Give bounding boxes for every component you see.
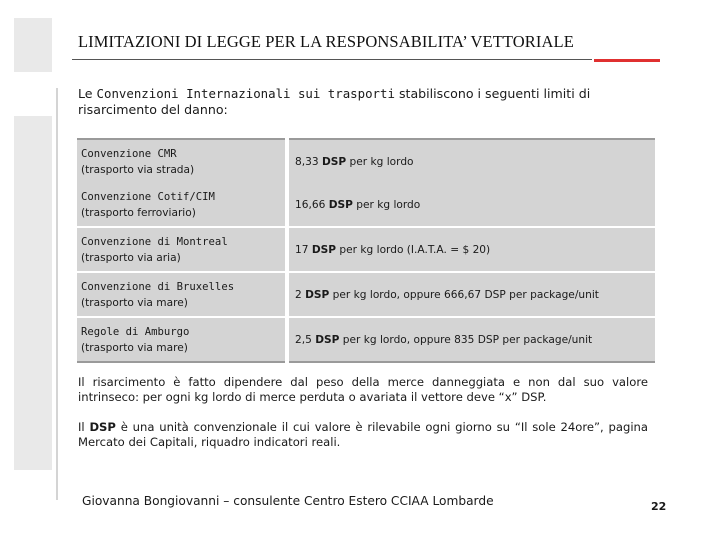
intro-suffix: stabiliscono i seguenti limiti di risarcimento del danno:	[78, 86, 591, 117]
convention-transport: (trasporto via aria)	[81, 252, 181, 264]
convention-name: Regole di Amburgo	[81, 326, 190, 338]
dsp-emphasis: DSP	[89, 420, 116, 434]
sidebar-decor-bottom	[14, 116, 52, 470]
paragraph-compensation: Il risarcimento è fatto dipendere dal peso della merce danneggiata e non dal suo valore intrinseco: per ogni kg lordo di merce perduta o avariata il vettore deve “x” DSP.	[78, 375, 648, 404]
title-underline	[72, 59, 592, 60]
limit-value: 17 DSP per kg lordo (I.A.T.A. = $ 20)	[295, 244, 491, 256]
limit-value: 8,33 DSP per kg lordo	[295, 156, 414, 168]
table-row	[77, 318, 655, 363]
limit-cell	[289, 138, 655, 183]
limit-cell	[289, 273, 655, 316]
slide-title: LIMITAZIONI DI LEGGE PER LA RESPONSABILITA’ VETTORIALE	[78, 32, 574, 51]
limit-cell	[289, 318, 655, 363]
intro-emphasis: Convenzioni Internazionali sui trasporti	[96, 86, 395, 101]
sidebar-decor-top	[14, 18, 52, 72]
page-number: 22	[651, 500, 667, 513]
convention-name: Convenzione di Montreal	[81, 236, 228, 248]
convention-name: Convenzione di Bruxelles	[81, 281, 235, 293]
intro-text	[78, 86, 646, 118]
title-accent-bar	[594, 59, 660, 62]
intro-prefix: Le	[78, 86, 97, 101]
table-row	[77, 183, 655, 228]
limit-cell	[289, 183, 655, 226]
convention-cell	[77, 183, 285, 226]
limit-value: 2 DSP per kg lordo, oppure 666,67 DSP per package/unit	[295, 289, 599, 301]
convention-transport: (trasporto ferroviario)	[81, 207, 196, 219]
limit-cell	[289, 228, 655, 271]
footer-author: Giovanna Bongiovanni – consulente Centro Estero CCIAA Lombarde	[82, 494, 494, 508]
convention-transport: (trasporto via strada)	[81, 164, 195, 176]
convention-name: Convenzione Cotif/CIM	[81, 191, 215, 203]
convention-cell	[77, 273, 285, 316]
convention-cell	[77, 318, 285, 363]
vertical-divider	[56, 88, 58, 500]
limit-value: 2,5 DSP per kg lordo, oppure 835 DSP per package/unit	[295, 334, 593, 346]
convention-transport: (trasporto via mare)	[81, 342, 188, 354]
limit-value: 16,66 DSP per kg lordo	[295, 199, 421, 211]
convention-cell	[77, 138, 285, 183]
table-row	[77, 273, 655, 318]
table-row	[77, 138, 655, 183]
table-row	[77, 228, 655, 273]
paragraph-dsp: Il DSP è una unità convenzionale il cui valore è rilevabile ogni giorno su “Il sole 24ore”, pagina Mercato dei Capitali, riquadro indicatori reali.	[78, 420, 648, 449]
conventions-table	[77, 138, 655, 363]
convention-cell	[77, 228, 285, 271]
convention-transport: (trasporto via mare)	[81, 297, 188, 309]
convention-name: Convenzione CMR	[81, 148, 177, 160]
